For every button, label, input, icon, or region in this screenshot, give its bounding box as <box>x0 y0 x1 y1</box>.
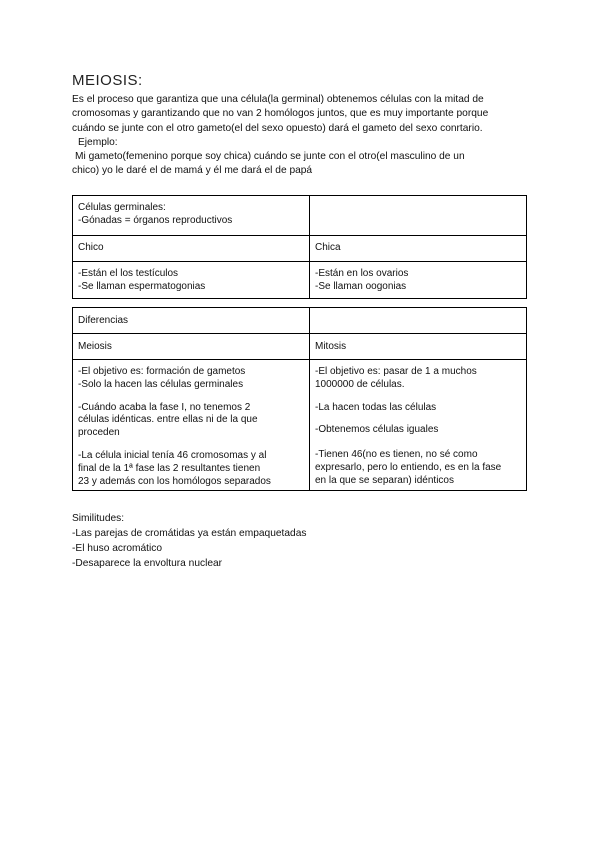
table-row <box>73 308 527 334</box>
list-item: -Desaparece la envoltura nuclear <box>72 558 223 569</box>
list-item: -Las parejas de cromátidas ya están empaquetadas <box>72 528 307 539</box>
intro-line: Es el proceso que garantiza que una célula(la germinal) obtenemos células con la mitad de <box>72 94 484 105</box>
differences-table <box>72 307 527 491</box>
table-row <box>73 236 527 262</box>
similarities-section <box>72 511 306 571</box>
intro-line: cuándo se junte con el otro gameto(el del sexo opuesto) dará el gameto del sexo conrtario. <box>72 122 483 134</box>
germ-cells-table <box>72 195 527 299</box>
similarities-label: Similitudes: <box>72 513 125 524</box>
table-empty-cell <box>310 196 527 236</box>
table-row <box>73 360 527 491</box>
example-label: Ejemplo: <box>78 136 118 148</box>
column-header-meiosis: Meiosis <box>73 334 310 360</box>
table-empty-cell <box>310 308 527 334</box>
table-row <box>73 334 527 360</box>
example-line: chico) yo le daré el de mamá y él me dará el de papá <box>72 165 313 177</box>
column-header-chico: Chico <box>73 236 310 262</box>
table-row <box>73 196 527 236</box>
mitosis-cell: -El objetivo es: pasar de 1 a muchos 1000000 de células. -La hacen todas las células -Obtenemos células iguales -Tienen 46(no es tienen, no sé como expresarlo, pero lo entiendo, es en la fase en la que se separan) idénticos <box>310 360 527 491</box>
example-line: Mi gameto(femenino porque soy chica) cuándo se junte con el otro(el masculino de un <box>75 151 465 163</box>
column-header-mitosis: Mitosis <box>310 334 527 360</box>
list-item: -El huso acromático <box>72 543 163 554</box>
intro-paragraph <box>72 93 532 179</box>
table-row <box>73 262 527 299</box>
meiosis-cell: -El objetivo es: formación de gametos -Solo la hacen las células germinales -Cuándo acaba la fase I, no tenemos 2 células idénticas. entre ellas ni de la que proceden -La célula inicial tenía 46 cromosomas y al final de la 1ª fase las 2 resultantes tienen 23 y además con los homólogos separados <box>73 360 310 491</box>
table-header-cell: Células germinales: -Gónadas = órganos reproductivos <box>73 196 310 236</box>
intro-line: cromosomas y garantizando que no van 2 homólogos juntos, que es muy importante porque <box>72 108 489 120</box>
chica-cell: -Están en los ovarios -Se llaman oogonias <box>310 262 527 299</box>
page-title: MEIOSIS: <box>72 72 143 89</box>
chico-cell: -Están el los testículos -Se llaman espermatogonias <box>73 262 310 299</box>
table-header-cell: Diferencias <box>73 308 310 334</box>
column-header-chica: Chica <box>310 236 527 262</box>
